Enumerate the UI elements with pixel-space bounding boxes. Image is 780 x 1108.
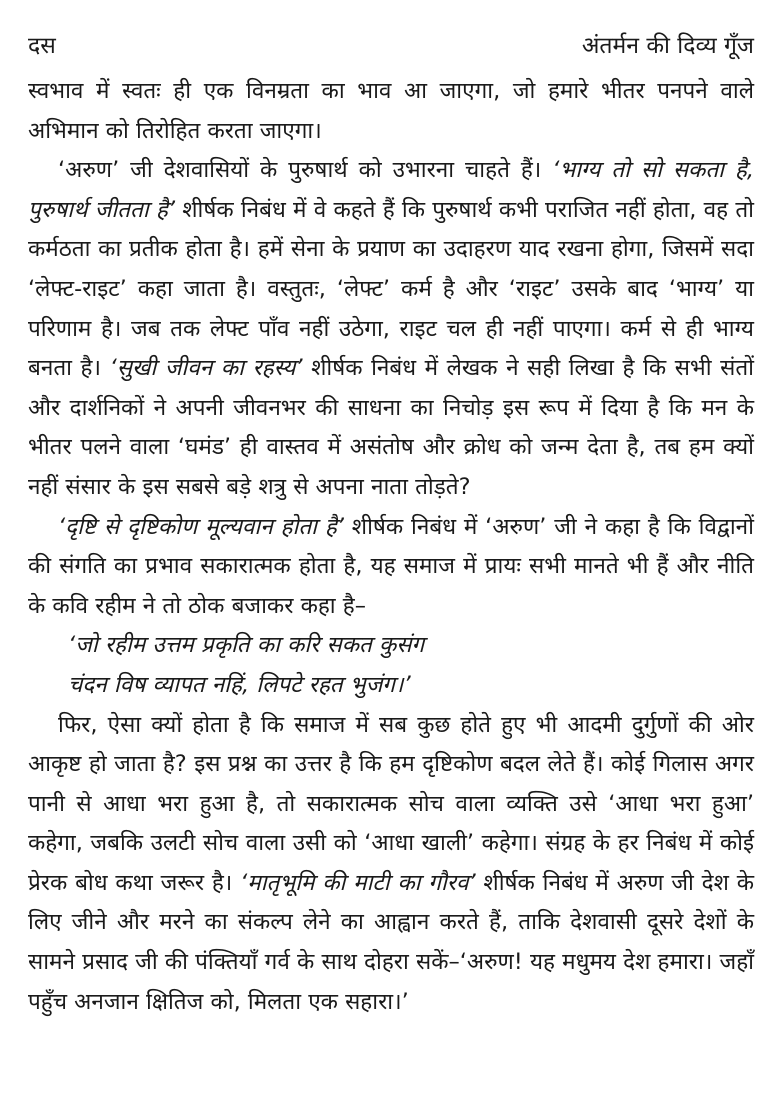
- paragraph: [28, 706, 754, 1023]
- text-run: शीर्षक निबंध में लेखक ने सही लिखा है कि सभी संतों और दार्शनिकों ने अपनी जीवनभर की साधना का निचोड़ इस रूप में दिया है कि मन के भीतर पलने वाला ‘घमंड’ ही वास्तव में असंतोष और क्रोध को जन्म देता है, तब हम क्यों नहीं संसार के इस सबसे बड़े शत्रु से अपना नाता तोड़ते?: [28, 355, 754, 500]
- essay-title: ‘दृष्टि से दृष्टिकोण मूल्यवान होता है’: [58, 513, 344, 540]
- text-run: स्वभाव में स्वतः ही एक विनम्रता का भाव आ जाएगा, जो हमारे भीतर पनपने वाले अभिमान को तिरोहित करता जाएगा।: [28, 78, 754, 144]
- paragraph: [28, 508, 754, 627]
- verse-quote: [28, 626, 754, 705]
- essay-title: ‘मातृभूमि की माटी का गौरव’: [240, 869, 476, 896]
- verse-line: ‘जो रहीम उत्तम प्रकृति का करि सकत कुसंग: [68, 632, 425, 659]
- text-run: फिर, ऐसा क्यों होता है कि समाज में सब कुछ होते हुए भी आदमी दुर्गुणों की ओर आकृष्ट हो जाता है? इस प्रश्न का उत्तर है कि हम दृष्टिकोण बदल लेते हैं। कोई गिलास अगर पानी से आधा भरा हुआ है, तो सकारात्मक सोच वाला व्यक्ति उसे ‘आधा भरा हुआ’ कहेगा, जबकि उलटी सोच वाला उसी को ‘आधा खाली’ कहेगा। संग्रह के हर निबंध में कोई प्रेरक बोध कथा जरूर है।: [28, 711, 754, 896]
- running-title: अंतर्मन की दिव्य गूँज: [581, 33, 754, 59]
- body-text: [28, 72, 754, 1022]
- text-run: शीर्षक निबंध में अरुण जी देश के लिए जीने और मरने का संकल्प लेने का आह्वान करते हैं, ताकि देशवासी दूसरे देशों के सामने प्रसाद जी की पंक्तियाँ गर्व के साथ दोहरा सकें–‘अरुण! यह मधुमय देश हमारा। जहाँ पहुँच अनजान क्षितिज को, मिलता एक सहारा।’: [28, 869, 754, 1015]
- paragraph: [28, 72, 754, 151]
- text-run: शीर्षक निबंध में वे कहते हैं कि पुरुषार्थ कभी पराजित नहीं होता, वह तो कर्मठता का प्रतीक होता है। हमें सेना के प्रयाण का उदाहरण याद रखना होगा, जिसमें सदा ‘लेफ्ट-राइट’ कहा जाता है। वस्तुतः, ‘लेफ्ट’ कर्म है और ‘राइट’ उसके बाद ‘भाग्य’ या परिणाम है। जब तक लेफ्ट पाँव नहीं उठेगा, राइट चल ही नहीं पाएगा। कर्म से ही भाग्य बनता है।: [28, 196, 754, 382]
- text-run: ‘अरुण’ जी देशवासियों के पुरुषार्थ को उभारना चाहते हैं।: [58, 157, 553, 184]
- verse-line: चंदन विष व्यापत नहिं, लिपटे रहत भुजंग।’: [68, 671, 411, 698]
- essay-title: ‘भाग्य तो सो सकता है, पुरुषार्थ जीतता है’: [28, 157, 755, 223]
- page-header: [28, 28, 754, 72]
- text-run: शीर्षक निबंध में ‘अरुण’ जी ने कहा है कि विद्वानों की संगति का प्रभाव सकारात्मक होता है, यह समाज में प्रायः सभी मानते भी हैं और नीति के कवि रहीम ने तो ठोक बजाकर कहा है–: [28, 513, 754, 619]
- paragraph: [28, 151, 754, 507]
- essay-title: ‘सुखी जीवन का रहस्य’: [109, 355, 303, 382]
- page-number: दस: [28, 33, 56, 59]
